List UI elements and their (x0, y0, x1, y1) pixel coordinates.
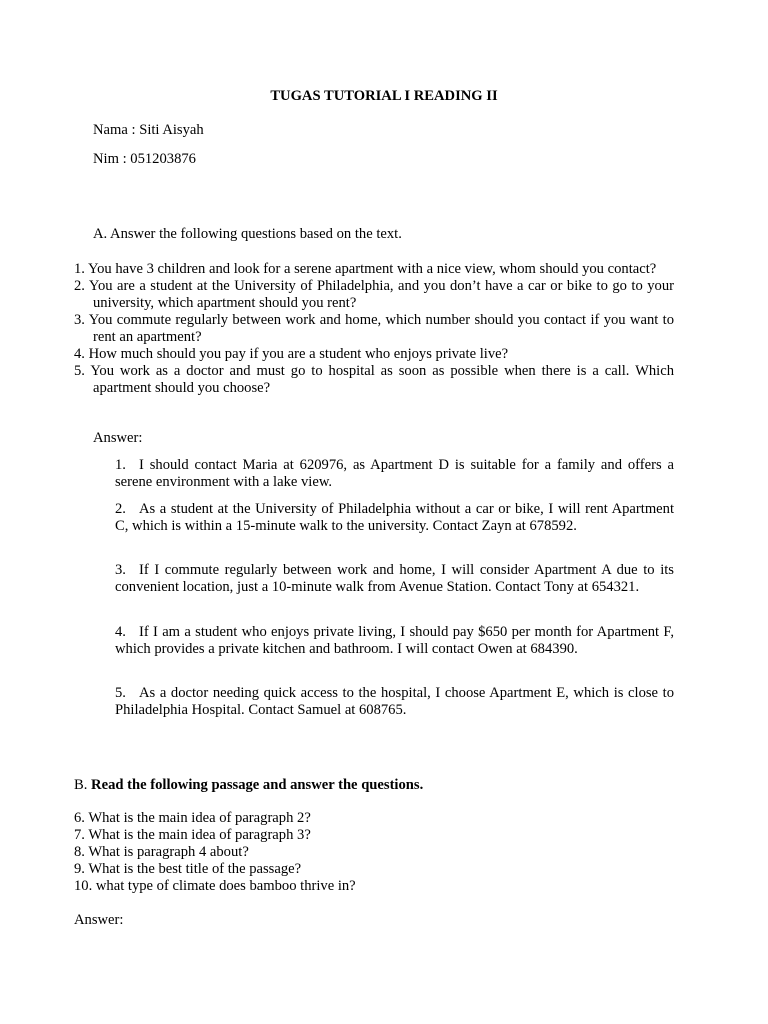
section-a-questions (74, 261, 674, 397)
answer-1 (115, 457, 674, 491)
question-2: 2. You are a student at the University of Philadelphia, and you don’t have a car or bike to go to your university, which apartment should you rent? (74, 278, 674, 311)
answer-2-number: 2. (115, 501, 126, 517)
answer-1-text: I should contact Maria at 620976, as Apartment D is suitable for a family and offers a serene environment with a lake view. (115, 457, 674, 490)
section-b-answer-label: Answer: (74, 912, 124, 928)
question-4: 4. How much should you pay if you are a student who enjoys private live? (74, 346, 509, 362)
question-5: 5. You work as a doctor and must go to hospital as soon as possible when there is a call. Which apartment should you choose? (74, 363, 674, 396)
question-1: 1. You have 3 children and look for a serene apartment with a nice view, whom should you contact? (74, 261, 657, 277)
answer-5 (115, 685, 674, 719)
section-a-answer-label: Answer: (93, 430, 143, 446)
answer-5-number: 5. (115, 685, 126, 701)
document-title: TUGAS TUTORIAL I READING II (270, 88, 498, 104)
question-3: 3. You commute regularly between work and home, which number should you contact if you want to rent an apartment? (74, 312, 674, 345)
answer-4-text: If I am a student who enjoys private living, I should pay $650 per month for Apartment F, which provides a private kitchen and bathroom. I will contact Owen at 684390. (115, 624, 674, 657)
section-a-heading: A. Answer the following questions based on the text. (93, 226, 402, 242)
answer-4-number: 4. (115, 624, 126, 640)
answer-3-text: If I commute regularly between work and home, I will consider Apartment A due to its convenient location, just a 10-minute walk from Avenue Station. Contact Tony at 654321. (115, 562, 674, 595)
answer-5-text: As a doctor needing quick access to the hospital, I choose Apartment E, which is close to Philadelphia Hospital. Contact Samuel at 608765. (115, 685, 674, 718)
answer-3-number: 3. (115, 562, 126, 578)
section-b-title: Read the following passage and answer the questions. (91, 777, 424, 793)
student-name: Nama : Siti Aisyah (93, 122, 204, 138)
answer-2 (115, 501, 674, 535)
question-10: 10. what type of climate does bamboo thrive in? (74, 878, 356, 894)
answer-4 (115, 624, 674, 658)
section-b-questions (74, 810, 356, 895)
student-nim: Nim : 051203876 (93, 151, 196, 167)
answer-3 (115, 562, 674, 596)
answer-1-number: 1. (115, 457, 126, 473)
answer-2-text: As a student at the University of Philadelphia without a car or bike, I will rent Apartment C, which is within a 15-minute walk to the university. Contact Zayn at 678592. (115, 501, 674, 534)
question-6: 6. What is the main idea of paragraph 2? (74, 810, 311, 826)
section-b-prefix: B. (74, 777, 88, 793)
question-8: 8. What is paragraph 4 about? (74, 844, 249, 860)
question-7: 7. What is the main idea of paragraph 3? (74, 827, 311, 843)
section-b-heading (74, 777, 423, 794)
question-9: 9. What is the best title of the passage? (74, 861, 302, 877)
